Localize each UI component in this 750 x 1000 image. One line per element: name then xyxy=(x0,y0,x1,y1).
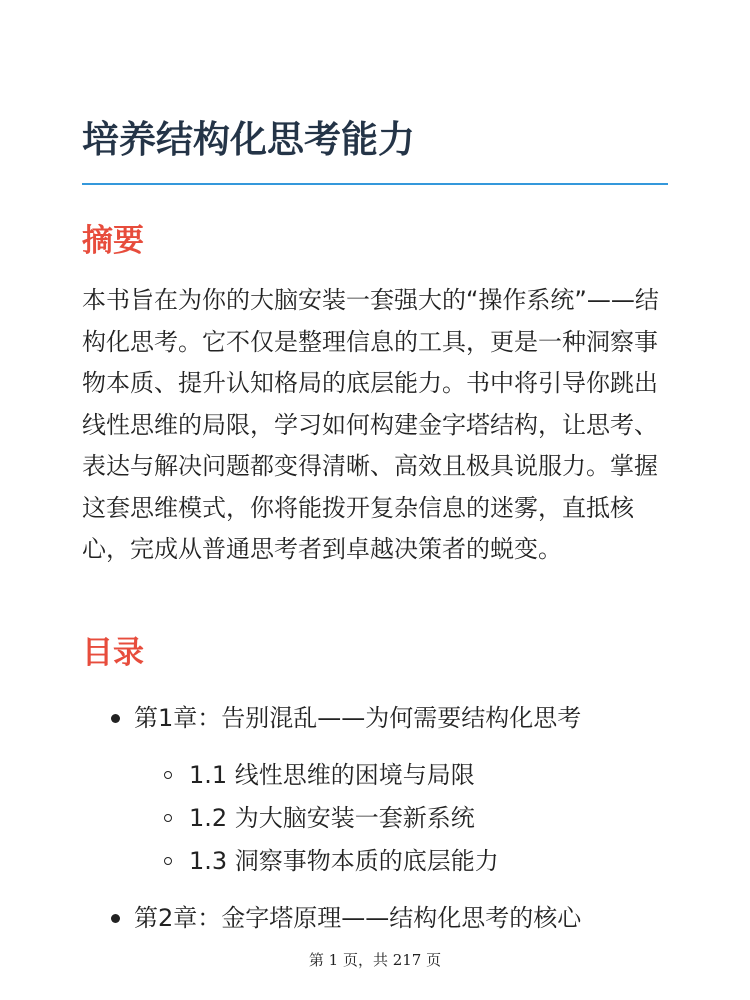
bullet-disc-icon xyxy=(111,914,120,923)
toc-section-1-3-label[interactable]: 1.3 洞察事物本质的底层能力 xyxy=(189,847,499,875)
bullet-disc-icon xyxy=(111,714,120,723)
summary-heading: 摘要 xyxy=(82,223,144,259)
page-title: 培养结构化思考能力 xyxy=(82,118,415,161)
page-number-footer: 第 1 页，共 217 页 xyxy=(308,951,442,969)
toc-heading: 目录 xyxy=(82,635,144,671)
toc-section-1-2-label[interactable]: 1.2 为大脑安装一套新系统 xyxy=(189,804,475,832)
toc-chapter-2-label[interactable]: 第2章：金字塔原理——结构化思考的核心 xyxy=(134,904,582,932)
bullet-circle-icon xyxy=(164,857,172,865)
bullet-circle-icon xyxy=(164,814,172,822)
toc-section-1-1-label[interactable]: 1.1 线性思维的困境与局限 xyxy=(189,761,475,789)
title-divider xyxy=(82,183,668,185)
toc-chapter-1-label[interactable]: 第1章：告别混乱——为何需要结构化思考 xyxy=(134,704,582,732)
summary-body: 本书旨在为你的大脑安装一套强大的“操作系统”——结构化思考。它不仅是整理信息的工具，更是一种洞察事物本质、提升认知格局的底层能力。书中将引导你跳出线性思维的局限，学习如何构建金字塔结构，让思考、表达与解决问题都变得清晰、高效且极具说服力。掌握这套思维模式，你将能拨开复杂信息的迷雾，直抵核心，完成从普通思考者到卓越决策者的蜕变。 xyxy=(82,286,659,563)
bullet-circle-icon xyxy=(164,771,172,779)
